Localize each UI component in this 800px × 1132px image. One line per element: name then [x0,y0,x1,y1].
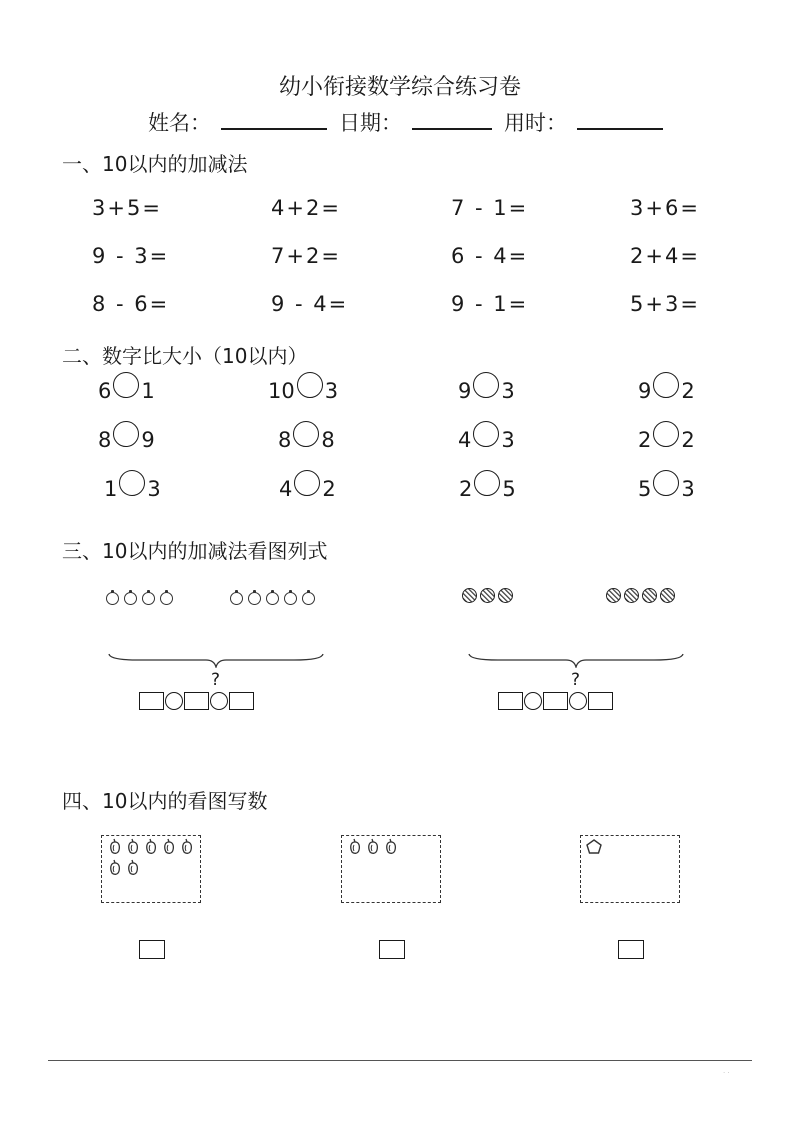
name-blank[interactable] [221,106,327,130]
answer-box[interactable] [184,692,209,710]
count-answer-box[interactable] [618,940,644,959]
pepper-icon [108,859,122,876]
section-heading-compare: 二、数字比大小（10以内） [62,344,308,368]
equation: 3+5= [92,196,162,220]
pepper-items [102,836,198,880]
count-answer-box[interactable] [139,940,165,959]
equation: 4+2= [271,196,341,220]
right-number: 1 [141,379,155,403]
equation: 2+4= [630,244,700,268]
left-number: 8 [98,428,112,452]
answer-box[interactable] [588,692,613,710]
counting-box [580,835,680,903]
left-number: 6 [98,379,112,403]
compare-circle[interactable] [473,421,499,447]
compare-item [104,476,161,502]
compare-item [279,476,336,502]
equation: 9 - 4= [271,292,349,316]
compare-circle[interactable] [473,372,499,398]
fruit-icon [142,592,155,605]
right-number: 3 [501,379,515,403]
pepper-icon [144,838,158,855]
right-number: 2 [681,428,695,452]
compare-item [459,476,516,502]
answer-box[interactable] [498,692,523,710]
compare-item [638,378,695,404]
brace-icon [468,652,684,668]
equation: 8 - 6= [92,292,170,316]
question-mark: ? [571,670,581,690]
right-number: 3 [147,477,161,501]
fruit-icon [160,592,173,605]
pepper-icon [162,838,176,855]
compare-item [458,378,515,404]
footer-dots: · · [723,1069,730,1077]
answer-formula [139,692,254,710]
answer-box[interactable] [139,692,164,710]
pepper-icon [366,838,380,855]
time-blank[interactable] [577,106,663,130]
right-number: 3 [501,428,515,452]
fruit-icon [284,592,297,605]
right-number: 2 [681,379,695,403]
left-number: 9 [458,379,472,403]
counting-box [101,835,201,903]
equation: 5+3= [630,292,700,316]
compare-circle[interactable] [653,372,679,398]
operator-circle[interactable] [165,692,183,710]
fruit-group-b [230,590,320,609]
basketball-icon [660,588,675,603]
compare-circle[interactable] [653,421,679,447]
operator-circle[interactable] [524,692,542,710]
left-number: 1 [104,477,118,501]
left-number: 9 [638,379,652,403]
compare-item [98,427,155,453]
operator-circle[interactable] [210,692,228,710]
fruit-icon [266,592,279,605]
question-mark: ? [211,670,221,690]
basketball-icon [624,588,639,603]
answer-box[interactable] [229,692,254,710]
section-heading-counting: 四、10以内的看图写数 [62,789,268,813]
answer-formula [498,692,613,710]
compare-item [98,378,155,404]
compare-item [458,427,515,453]
pepper-icon [180,838,194,855]
left-number: 5 [638,477,652,501]
right-number: 9 [141,428,155,452]
left-number: 10 [268,379,295,403]
pentagon-icon [586,839,602,854]
student-info-row [148,106,675,137]
footer-divider [48,1060,752,1061]
time-label: 用时： [504,111,567,135]
fruit-icon [230,592,243,605]
right-number: 2 [322,477,336,501]
compare-circle[interactable] [294,470,320,496]
right-number: 8 [321,428,335,452]
date-label: 日期： [339,111,402,135]
left-number: 2 [459,477,473,501]
counting-box [341,835,441,903]
equation: 6 - 4= [451,244,529,268]
right-number: 3 [324,379,339,403]
basketball-icon [642,588,657,603]
equation: 3+6= [630,196,700,220]
compare-item [638,427,695,453]
compare-item [278,427,335,453]
name-label: 姓名： [148,111,211,135]
basketball-group-a [462,588,516,607]
fruit-icon [248,592,261,605]
compare-item [638,476,695,502]
left-number: 2 [638,428,652,452]
equation: 9 - 1= [451,292,529,316]
fruit-icon [124,592,137,605]
compare-item [268,378,338,404]
pepper-icon [126,838,140,855]
fruit-icon [106,592,119,605]
basketball-icon [606,588,621,603]
pepper-items [342,836,438,859]
compare-circle[interactable] [474,470,500,496]
left-number: 4 [279,477,293,501]
pepper-icon [348,838,362,855]
pepper-icon [126,859,140,876]
basketball-icon [498,588,513,603]
brace-icon [108,652,324,668]
compare-circle[interactable] [113,372,139,398]
page-title: 幼小衔接数学综合练习卷 [278,75,521,100]
compare-circle[interactable] [293,421,319,447]
compare-circle[interactable] [113,421,139,447]
left-number: 8 [278,428,292,452]
basketball-icon [480,588,495,603]
section-heading-addition: 一、10以内的加减法 [62,152,248,176]
pepper-icon [384,838,398,855]
compare-circle[interactable] [119,470,145,496]
equation: 7+2= [271,244,341,268]
pepper-icon [108,838,122,855]
answer-box[interactable] [543,692,568,710]
basketball-icon [462,588,477,603]
section-heading-picture-equation: 三、10以内的加减法看图列式 [62,539,328,563]
basketball-group-b [606,588,678,607]
compare-circle[interactable] [297,372,323,398]
equation: 9 - 3= [92,244,170,268]
operator-circle[interactable] [569,692,587,710]
compare-circle[interactable] [653,470,679,496]
right-number: 5 [502,477,516,501]
left-number: 4 [458,428,472,452]
equation: 7 - 1= [451,196,529,220]
date-blank[interactable] [412,106,492,130]
right-number: 3 [681,477,695,501]
fruit-icon [302,592,315,605]
fruit-group-a [106,590,178,609]
count-answer-box[interactable] [379,940,405,959]
